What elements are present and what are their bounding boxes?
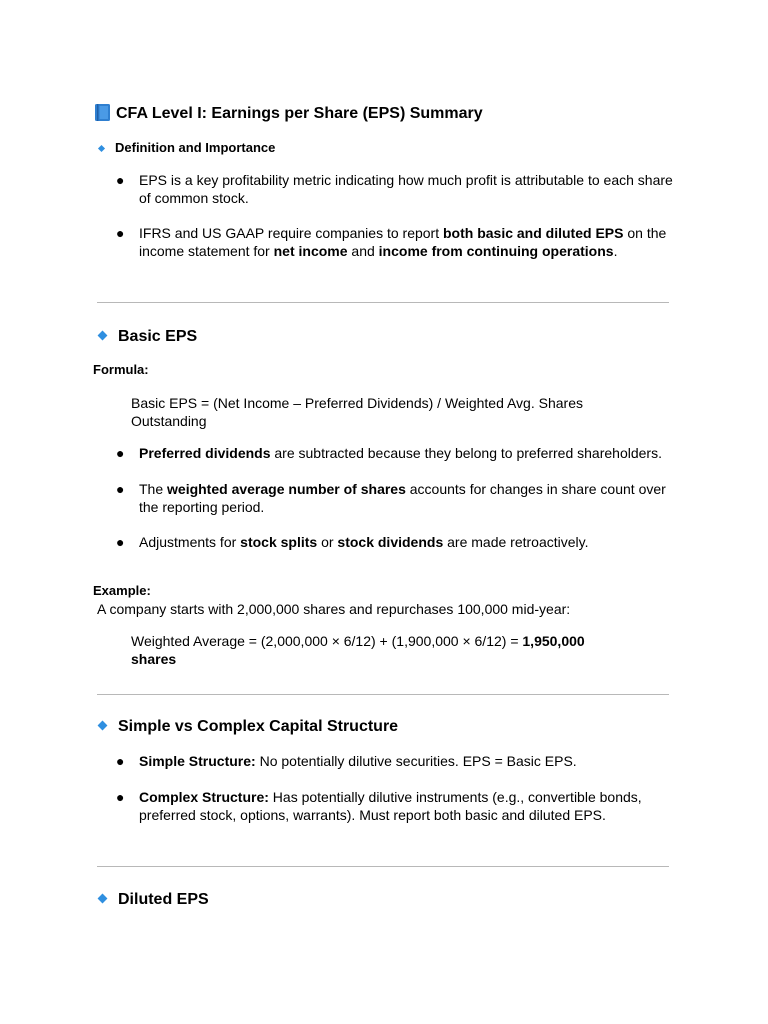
bullet-dot: ● <box>116 481 125 497</box>
capital-bullet-2: Complex Structure: Has potentially dilutive instruments (e.g., convertible bonds, preferred stock, options, warrants). Must report both basic and diluted EPS. <box>139 789 642 823</box>
definition-heading-text: Definition and Importance <box>115 140 276 155</box>
example-calculation: Weighted Average = (2,000,000 × 6/12) + (1,900,000 × 6/12) = 1,950,000 shares <box>131 633 585 667</box>
example-label: Example: <box>93 583 151 598</box>
bullet-dot: ● <box>116 225 125 241</box>
diamond-bullet-icon <box>98 721 108 731</box>
capital-bullet-1: Simple Structure: No potentially dilutive securities. EPS = Basic EPS. <box>139 753 577 769</box>
bullet-dot: ● <box>116 789 125 805</box>
formula-label: Formula: <box>93 362 149 377</box>
capital-structure-heading-text: Simple vs Complex Capital Structure <box>118 718 399 735</box>
formula-text: Basic EPS = (Net Income – Preferred Dividends) / Weighted Avg. Shares Outstanding <box>131 395 583 429</box>
example-result: 1,950,000 shares <box>131 633 585 667</box>
definition-bullet-1: EPS is a key profitability metric indicating how much profit is attributable to each share of common stock. <box>139 172 673 206</box>
page-title <box>95 104 483 123</box>
diluted-eps-heading-text: Diluted EPS <box>118 891 209 908</box>
blue-book-icon <box>95 104 110 121</box>
diamond-bullet-icon <box>98 145 105 152</box>
basic-bullet-3: Adjustments for stock splits or stock dividends are made retroactively. <box>139 534 589 550</box>
divider <box>97 302 669 303</box>
divider <box>97 694 669 695</box>
diluted-eps-heading <box>97 891 209 909</box>
diamond-bullet-icon <box>98 331 108 341</box>
capital-structure-heading <box>97 718 398 736</box>
bullet-dot: ● <box>116 753 125 769</box>
definition-bullet-2: IFRS and US GAAP require companies to report both basic and diluted EPS on the income statement for net income and income from continuing operations. <box>139 225 667 259</box>
basic-eps-heading-text: Basic EPS <box>118 328 198 345</box>
basic-bullet-2: The weighted average number of shares accounts for changes in share count over the reporting period. <box>139 481 666 515</box>
title-text: CFA Level I: Earnings per Share (EPS) Summary <box>116 105 483 122</box>
diamond-bullet-icon <box>98 894 108 904</box>
bullet-dot: ● <box>116 445 125 461</box>
basic-eps-heading <box>97 328 197 346</box>
example-text: A company starts with 2,000,000 shares and repurchases 100,000 mid-year: <box>97 601 571 617</box>
divider <box>97 866 669 867</box>
bullet-dot: ● <box>116 172 125 188</box>
basic-bullet-1: Preferred dividends are subtracted because they belong to preferred shareholders. <box>139 445 662 461</box>
definition-heading <box>97 140 275 155</box>
bullet-dot: ● <box>116 534 125 550</box>
